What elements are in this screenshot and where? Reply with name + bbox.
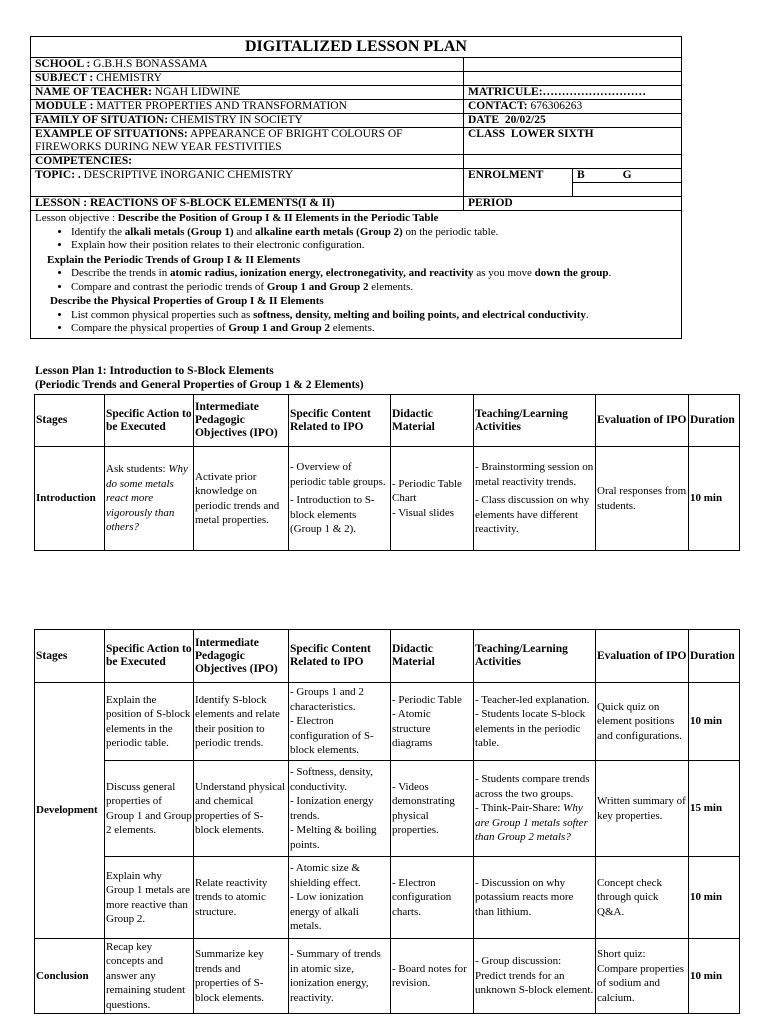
material-cell: - Board notes for revision.	[391, 939, 474, 1014]
class-cell	[464, 128, 682, 155]
column-header: Stages	[35, 630, 105, 683]
stage-label: Development	[35, 683, 105, 939]
column-header: Duration	[689, 630, 740, 683]
module-label: MODULE :	[35, 100, 94, 112]
objective-text: List common physical properties such as	[71, 308, 254, 321]
material-cell: - Electron configuration charts.	[391, 857, 474, 939]
matricule-label: MATRICULE:	[468, 86, 543, 98]
objective-bold: Group 1 and Group 2	[228, 322, 331, 334]
objective-intro-label: Lesson objective :	[35, 212, 118, 224]
date-value: 20/02/25	[499, 114, 546, 126]
objective-text: Compare and contrast the periodic trends of	[71, 280, 267, 293]
objective-bold: atomic radius, ionization energy, electronegativity, and reactivity	[169, 267, 474, 279]
objective-text: Describe the trends in	[71, 267, 170, 279]
evaluation-cell: Short quiz: Compare properties of sodium and calcium.	[596, 939, 689, 1014]
objective-text: elements.	[368, 280, 414, 293]
activity-cell	[474, 447, 596, 551]
material-cell: - Periodic Table - Atomic structure diagrams	[391, 683, 474, 761]
objective-list-1	[35, 226, 677, 253]
enrolment-cell	[464, 169, 573, 197]
caption-line-2: (Periodic Trends and General Properties of Group 1 & 2 Elements)	[35, 379, 364, 391]
ipo-cell: Relate reactivity trends to atomic structure.	[194, 857, 289, 939]
activity-cell: - Group discussion: Predict trends for an unknown S-block element.	[474, 939, 596, 1014]
action-question: Why do some metals react more vigorously than others?	[106, 463, 188, 534]
enrolment-boys: B	[577, 169, 585, 181]
objective-heading-3: Describe the Physical Properties of Group I & II Elements	[50, 295, 324, 307]
activity-cell	[474, 761, 596, 857]
stage-label: Conclusion	[35, 939, 105, 1014]
column-header: Specific Content Related to IPO	[289, 630, 391, 683]
lesson-header-table	[30, 36, 682, 339]
objective-item: • Explain how their position relates to their electronic configuration.	[71, 239, 677, 253]
objective-item	[71, 226, 677, 240]
objective-text: Compare the physical properties of	[71, 322, 229, 334]
column-header: Specific Content Related to IPO	[289, 395, 391, 447]
objective-heading-1: Describe the Position of Group I & II Elements in the Periodic Table	[117, 212, 439, 224]
module-value: MATTER PROPERTIES AND TRANSFORMATION	[93, 100, 347, 112]
example-value: APPEARANCE OF BRIGHT COLOURS OF FIREWORKS DURING NEW YEAR FESTIVITIES	[35, 128, 403, 153]
objective-text: elements.	[330, 322, 375, 334]
material-cell: - Videos demonstrating physical properties.	[391, 761, 474, 857]
enrolment-gender-cell	[573, 169, 682, 183]
topic-value: DESCRIPTIVE INORGANIC CHEMISTRY	[80, 169, 294, 181]
activity-cell: - Discussion on why potassium reacts more than lithium.	[474, 857, 596, 939]
activity-item: - Class discussion on why elements have different reactivity.	[475, 494, 590, 536]
competencies-cell	[31, 155, 464, 169]
activity-item: - Brainstorming session on metal reactivity trends.	[475, 461, 594, 488]
objective-text: on the periodic table.	[402, 225, 499, 238]
family-label: FAMILY OF SITUATION:	[35, 114, 169, 126]
empty-cell	[464, 155, 682, 169]
subject-label: SUBJECT :	[35, 72, 94, 84]
column-header: Evaluation of IPO	[596, 630, 689, 683]
school-cell	[31, 58, 464, 72]
material-cell: - Periodic Table Chart - Visual slides	[391, 447, 474, 551]
column-header: Teaching/Learning Activities	[474, 630, 596, 683]
teacher-cell	[31, 86, 464, 100]
introduction-table	[34, 394, 740, 551]
content-item: - Introduction to S-block elements (Group 1 & 2).	[290, 494, 375, 536]
period-cell	[464, 197, 682, 211]
objective-text: .	[608, 267, 612, 279]
column-header: Stages	[35, 395, 105, 447]
action-cell	[105, 447, 194, 551]
duration-cell: 10 min	[689, 447, 740, 551]
action-cell: Explain the position of S-block elements in the periodic table.	[105, 683, 194, 761]
objective-list-3	[35, 309, 677, 336]
module-cell	[31, 100, 464, 114]
column-header: Duration	[689, 395, 740, 447]
family-cell	[31, 114, 464, 128]
objective-bold: softness, density, melting and boiling points, and electrical conductivity	[253, 308, 586, 321]
evaluation-cell: Oral responses from students.	[596, 447, 689, 551]
teacher-value: NGAH LIDWINE	[151, 86, 241, 98]
subject-cell	[31, 72, 464, 86]
contact-label: CONTACT:	[468, 100, 528, 112]
objective-bold: alkali metals (Group 1)	[124, 225, 234, 238]
objective-intro	[35, 212, 677, 226]
action-text: Ask students:	[106, 463, 169, 476]
topic-cell	[31, 169, 464, 197]
objective-item	[71, 309, 677, 323]
column-header: Specific Action to be Executed	[105, 630, 194, 683]
table-header-row	[35, 395, 740, 447]
objective-text: and	[233, 225, 256, 238]
date-cell	[464, 114, 682, 128]
enrolment-count-cell	[573, 183, 682, 197]
caption-line-1: Lesson Plan 1: Introduction to S-Block Elements	[35, 365, 274, 377]
objective-text: as you move	[473, 267, 535, 279]
objective-text: .	[585, 308, 589, 321]
content-cell	[289, 447, 391, 551]
table-row	[35, 857, 740, 939]
column-header: Didactic Material	[391, 630, 474, 683]
date-label: DATE	[468, 114, 500, 126]
document-title: DIGITALIZED LESSON PLAN	[31, 37, 682, 58]
competencies-label: COMPETENCIES:	[35, 155, 133, 167]
lesson-title: LESSON : REACTIONS OF S-BLOCK ELEMENTS(I & II)	[35, 197, 335, 209]
enrolment-label: ENROLMENT	[468, 169, 544, 181]
duration-cell: 10 min	[689, 683, 740, 761]
activity-question: Why are Group 1 metals softer than Group 2 metals?	[475, 802, 588, 844]
ipo-cell: Identify S-block elements and relate their position to periodic trends.	[194, 683, 289, 761]
objective-bold: alkaline earth metals (Group 2)	[255, 225, 403, 238]
content-cell: - Groups 1 and 2 characteristics. - Electron configuration of S-block elements.	[289, 683, 391, 761]
activity-text: - Students compare trends across the two groups. - Think-Pair-Share:	[475, 773, 590, 815]
column-header: Evaluation of IPO	[596, 395, 689, 447]
class-label: CLASS LOWER SIXTH	[468, 128, 594, 140]
content-cell: - Softness, density, conductivity. - Ionization energy trends. - Melting & boiling points.	[289, 761, 391, 857]
objective-text: Identify the	[71, 225, 125, 238]
table-row	[35, 939, 740, 1014]
period-label: PERIOD	[468, 197, 513, 209]
objective-list-2	[35, 267, 677, 294]
table-row	[35, 761, 740, 857]
action-cell: Explain why Group 1 metals are more reactive than Group 2.	[105, 857, 194, 939]
table-row	[35, 683, 740, 761]
content-cell: - Summary of trends in atomic size, ionization energy, reactivity.	[289, 939, 391, 1014]
duration-cell: 15 min	[689, 761, 740, 857]
column-header: Intermediate Pedagogic Objectives (IPO)	[194, 395, 289, 447]
lesson-plan-caption	[35, 364, 364, 392]
column-header: Specific Action to be Executed	[105, 395, 194, 447]
school-label: SCHOOL :	[35, 58, 91, 70]
action-cell: Recap key concepts and answer any remaining student questions.	[105, 939, 194, 1014]
empty-cell	[464, 72, 682, 86]
duration-cell: 10 min	[689, 939, 740, 1014]
school-value: G.B.H.S BONASSAMA	[90, 58, 208, 70]
ipo-cell: Understand physical and chemical properties of S-block elements.	[194, 761, 289, 857]
evaluation-cell: Concept check through quick Q&A.	[596, 857, 689, 939]
matricule-value: ………………………	[542, 86, 647, 98]
action-cell: Discuss general properties of Group 1 and Group 2 elements.	[105, 761, 194, 857]
objective-bold: down the group	[534, 267, 609, 279]
lesson-cell	[31, 197, 464, 211]
family-value: CHEMISTRY IN SOCIETY	[168, 114, 303, 126]
empty-cell	[464, 58, 682, 72]
teacher-label: NAME OF TEACHER:	[35, 86, 152, 98]
topic-label: TOPIC: .	[35, 169, 81, 181]
example-label: EXAMPLE OF SITUATIONS:	[35, 128, 188, 140]
duration-cell: 10 min	[689, 857, 740, 939]
table-header-row	[35, 630, 740, 683]
evaluation-cell: Quick quiz on element positions and configurations.	[596, 683, 689, 761]
objectives-cell	[31, 211, 682, 339]
objective-item	[71, 267, 677, 281]
column-header: Intermediate Pedagogic Objectives (IPO)	[194, 630, 289, 683]
evaluation-cell: Written summary of key properties.	[596, 761, 689, 857]
content-cell: - Atomic size & shielding effect. - Low ionization energy of alkali metals.	[289, 857, 391, 939]
ipo-cell: Activate prior knowledge on periodic trends and metal properties.	[194, 447, 289, 551]
content-item: - Overview of periodic table groups.	[290, 461, 386, 488]
enrolment-girls: G	[622, 169, 632, 181]
table-row	[35, 447, 740, 551]
objective-bold: Group 1 and Group 2	[266, 280, 369, 293]
column-header: Didactic Material	[391, 395, 474, 447]
development-table	[34, 629, 740, 1014]
stage-label: Introduction	[35, 447, 105, 551]
contact-cell	[464, 100, 682, 114]
column-header: Teaching/Learning Activities	[474, 395, 596, 447]
example-cell	[31, 128, 464, 155]
objective-heading-2: Explain the Periodic Trends of Group I & II Elements	[47, 253, 301, 266]
ipo-cell: Summarize key trends and properties of S-block elements.	[194, 939, 289, 1014]
activity-cell: - Teacher-led explanation. - Students locate S-block elements in the periodic table.	[474, 683, 596, 761]
matricule-cell	[464, 86, 682, 100]
contact-value: 676306263	[527, 100, 583, 112]
objective-item	[71, 281, 677, 295]
objective-item	[71, 322, 677, 336]
subject-value: CHEMISTRY	[93, 72, 162, 84]
